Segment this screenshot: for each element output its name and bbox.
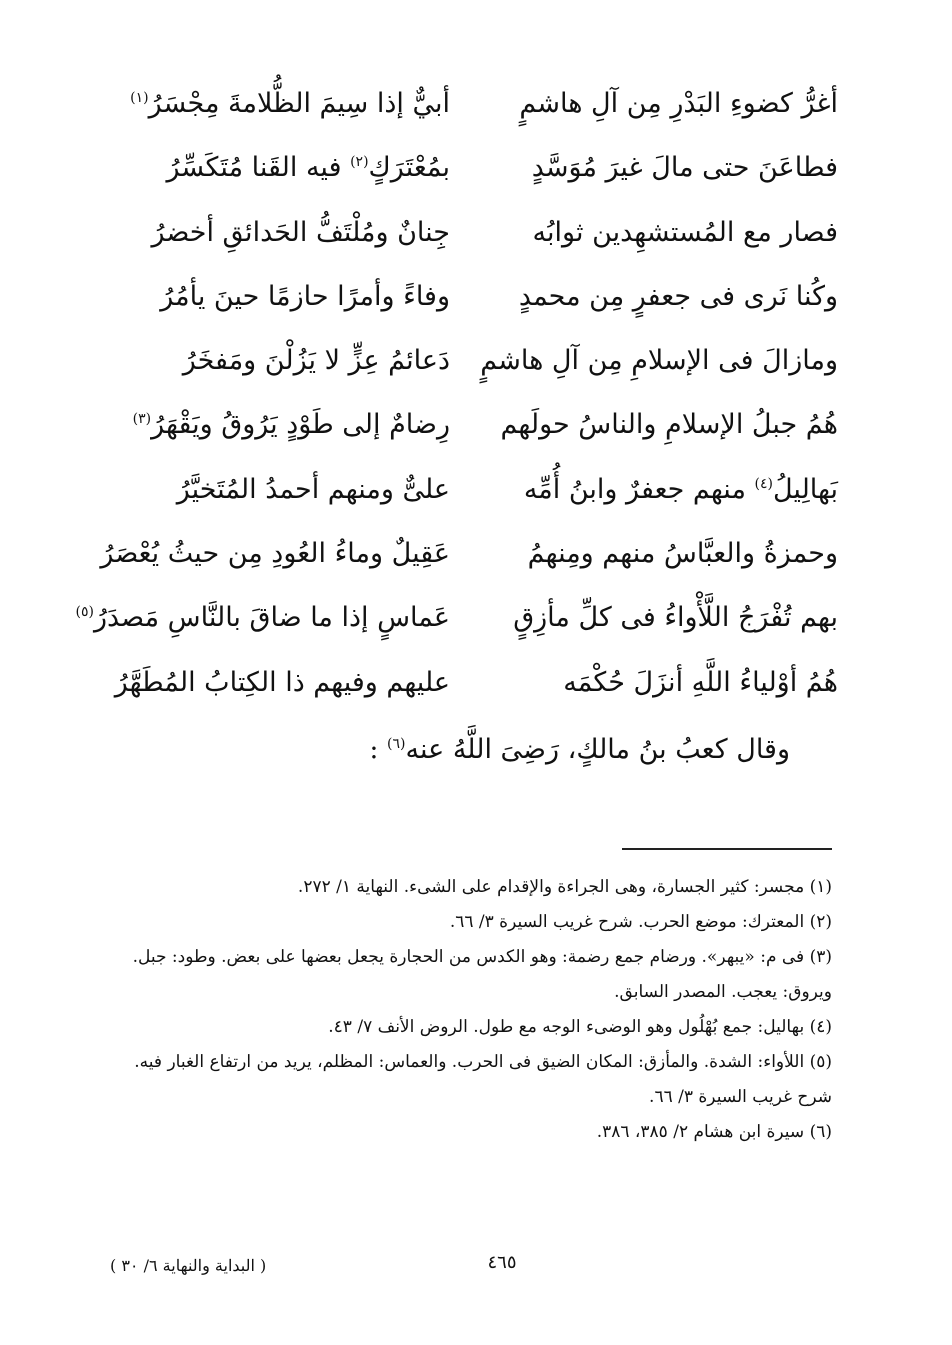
verse <box>75 586 838 650</box>
verse-second-hemistich: عَقِيلٌ وماءُ العُودِ مِن حيثُ يُعْصَرُ <box>100 538 450 570</box>
footnote-marker: (٣) <box>132 411 152 428</box>
hemistich-text: بمُعْتَرَكٍ <box>368 152 450 184</box>
footnote: (٤) بهاليل: جمع بُهْلُول وهو الوضىء الوجه مع طول. الروض الأنف ٧/ ٤٣. <box>328 1017 832 1037</box>
verse <box>120 72 838 136</box>
poem <box>75 72 838 715</box>
running-title: ( البداية والنهاية ٦/ ٣٠ ) <box>110 1256 267 1275</box>
hemistich-text: عَماسٍ إذا ما ضاقَ بالنَّاسِ مَصدَرُ <box>93 602 450 634</box>
hemistich-text: فيه القَنا مُتَكَسِّرُ <box>166 152 351 184</box>
footnote: (٦) سيرة ابن هشام ٢/ ٣٨٥، ٣٨٦. <box>596 1122 832 1142</box>
verse <box>120 201 838 265</box>
verse-first-hemistich: فصار مع المُستشهِدين ثوابُه <box>532 216 838 248</box>
verse-second-hemistich: دَعائمُ عِزٍّ لا يَزُلْنَ ومَفخَرُ <box>182 345 450 377</box>
footnote: (١) مجسر: كثير الجسارة، وهى الجراءة والإقدام على الشىء. النهاية ١/ ٢٧٢. <box>297 877 832 897</box>
verse <box>120 393 838 457</box>
page-number: ٤٦٥ <box>487 1252 517 1273</box>
footnote-divider <box>622 848 832 850</box>
footnote-marker: (١) <box>130 90 149 106</box>
verse-second-hemistich: جِنانٌ ومُلْتَفُّ الحَدائقِ أخضرُ <box>151 216 450 248</box>
verse-second-hemistich <box>120 393 450 457</box>
verse <box>120 265 838 329</box>
footnote-marker: (٢) <box>350 154 369 171</box>
verse-first-hemistich: هُمُ جبلُ الإسلامِ والناسُ حولَهم <box>500 409 838 441</box>
intro-line <box>140 718 790 782</box>
intro-text: وقال كعبُ بنُ مالكٍ، رَضِىَ اللَّهُ عنه <box>405 734 790 765</box>
verse-second-hemistich: وفاءً وأمرًا حازمًا حينَ يأمُرُ <box>160 280 450 312</box>
hemistich-text: أبيٌّ إذا سِيمَ الظُّلامةَ مِجْسَرُ <box>148 88 450 119</box>
verse <box>100 522 838 586</box>
verse-first-hemistich: أغرُّ كضوءِ البَدْرِ مِن آلِ هاشمٍ <box>519 88 838 119</box>
footnote: (٢) المعترك: موضع الحرب. شرح غريب السيرة ٣/ ٦٦. <box>449 912 832 932</box>
verse-second-hemistich: عليهم وفيهم ذا الكِتابُ المُطَهَّرُ <box>114 666 450 698</box>
footnote: (٣) فى م: «يبهر». ورضام جمع رضمة: وهو الكدس من الحجارة يجعل بعضها على بعض. وطود: جبل. ويروق: يعجب. المصدر السابق. <box>132 947 832 1002</box>
verse-second-hemistich: علىٌّ ومنهم أحمدُ المُتَخيَّرُ <box>176 473 450 505</box>
verse-second-hemistich <box>120 72 450 136</box>
verse-first-hemistich: ومازالَ فى الإسلامِ مِن آلِ هاشمٍ <box>480 345 838 377</box>
verse-first-hemistich: فطاعَنَ حتى مالَ غيرَ مُوَسَّدٍ <box>531 152 838 184</box>
footnote-marker: (٤) <box>754 475 773 492</box>
verse <box>120 458 838 522</box>
verse-second-hemistich <box>120 136 450 200</box>
hemistich-text: بَهالِيلُ <box>772 473 838 505</box>
verse-first-hemistich: وكُنا نَرى فى جعفرٍ مِن محمدٍ <box>518 280 838 312</box>
footnote-marker: (٥) <box>75 604 94 621</box>
footnote: (٥) اللأواء: الشدة. والمأزق: المكان الضيق فى الحرب. والعماس: المظلم، يريد من ارتفاع الغبار فيه. شرح غريب السيرة ٣/ ٦٦. <box>134 1052 832 1107</box>
footnotes <box>112 870 832 1150</box>
verse <box>114 651 838 715</box>
footnote-marker: (٦) <box>387 736 406 752</box>
hemistich-text: رِضامٌ إلى طَوْدٍ يَرُوقُ ويَقْهَرُ <box>151 409 450 441</box>
verse <box>120 329 838 393</box>
verse-first-hemistich <box>508 458 838 522</box>
verse <box>120 136 838 200</box>
verse-first-hemistich: بهم تُفْرَجُ اللَّأْواءُ فى كلِّ مأزِقٍ <box>513 602 838 634</box>
verse-second-hemistich <box>75 586 450 650</box>
hemistich-text: منهم جعفرٌ وابنُ أُمِّه <box>523 473 755 505</box>
verse-first-hemistich: وحمزةُ والعبَّاسُ منهم ومِنهمُ <box>527 538 838 570</box>
verse-first-hemistich: هُمُ أوْلياءُ اللَّهِ أنزَلَ حُكْمَه <box>563 666 838 698</box>
intro-tail: : <box>369 734 388 765</box>
